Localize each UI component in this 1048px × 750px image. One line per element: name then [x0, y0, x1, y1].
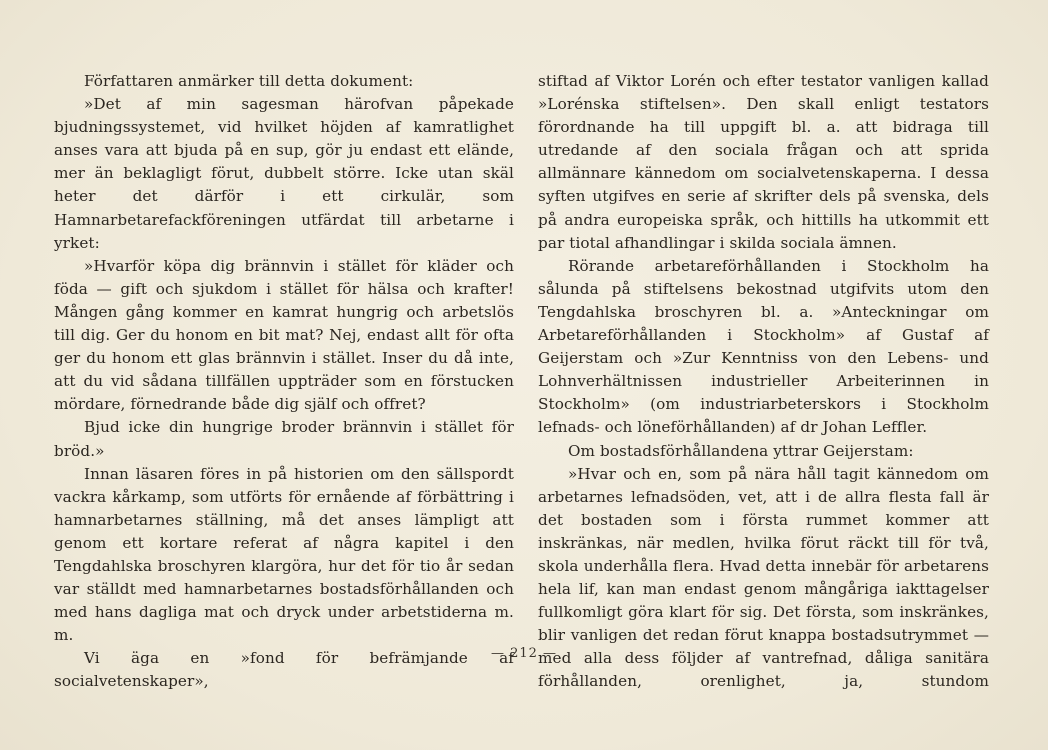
paragraph: Om bostadsförhållandena yttrar Geijerstam:: [568, 441, 914, 460]
paragraph: »Det af min sagesman härofvan påpekade bjudningssystemet, vid hvilket höjden af kamratlighet anses vara att bjuda på en sup, gör ju endast ett elände, mer än beklagligt förut, dubbelt större. Icke utan skäl heter det därför i ett cirkulär, som Hamnarbetarefackföreningen utfärdat till arbetarne i yrket:: [54, 95, 514, 252]
paragraph: »Hvar och en, som på nära håll tagit kännedom om arbetarnes lefnadsöden, vet, att i de allra flesta fall är det bostaden som i första rummet kommer att inskränkas, när medlen, hvilka förut räckt till för två, skola underhålla flera. Hvad detta innebär för arbetarens hela lif, kan man endast genom mångåriga iakttagelser fullkomligt göra klart för sig. Det första, som inskränkes, blir vanligen det redan förut knappa bostadsutrymmet — med alla dess följder af vantrefnad, dåliga sanitära förhållanden, orenlighet, ja, stundom: [538, 464, 989, 691]
paragraph: »Hvarför köpa dig brännvin i stället för kläder och föda — gift och sjukdom i stället för hälsa och krafter! Mången gång kommer en kamrat hungrig och arbetslös till dig. Ger du honom en bit mat? Nej, endast allt för ofta ger du honom ett glas brännvin i stället. Inser du då inte, att du vid sådana tillfällen uppträder som en förstucken mördare, förnedrande både dig själf och offret?: [54, 256, 514, 414]
left-column: [54, 70, 514, 694]
paragraph: Bjud icke din hungrige broder brännvin i stället för bröd.»: [54, 418, 514, 460]
paragraph: Författaren anmärker till detta dokument:: [84, 72, 414, 90]
paragraph: stiftad af Viktor Lorén och efter testator vanligen kallad »Lorénska stiftelsen». Den skall enligt testators förordnande ha till uppgift bl. a. att bidraga till utredande af den sociala frågan och att sprida allmännare kännedom om socialvetenskaperna. I dessa syften utgifves en serie af skrifter dels på svenska, dels på andra europeiska språk, och hittills ha utkommit ett par tiotal afhandlingar i skilda sociala ämnen.: [538, 72, 989, 252]
right-column: [538, 70, 989, 694]
paragraph: Rörande arbetareförhållanden i Stockholm ha sålunda på stiftelsens bekostnad utgifvits utom den Tengdahlska broschyren bl. a. »Anteckningar om Arbetareförhållanden i Stockholm» af Gustaf af Geijerstam och »Zur Kenntniss von den Lebens- und Lohnverhältnissen industrieller Arbeiterinnen in Stockholm» (om industriarbeterskors i Stockholm lefnads- och löneförhållanden) af dr Johan Leffler.: [538, 256, 989, 437]
paragraph: Innan läsaren föres in på historien om den sällspordt vackra kårkamp, som utförts för ernående af förbättring i hamnarbetarnes ställning, må det anses lämpligt att genom ett kortare referat af några kapitel i den Tengdahlska broschyren klargöra, hur det för tio år sedan var ställdt med hamnarbetarnes bostadsförhållanden och med hans dagliga mat och dryck under arbetstiderna m. m.: [54, 464, 514, 645]
paragraph: Vi äga en »fond för befrämjande af socialvetenskaper»,: [54, 649, 514, 691]
page-number: — 212 —: [490, 646, 558, 661]
